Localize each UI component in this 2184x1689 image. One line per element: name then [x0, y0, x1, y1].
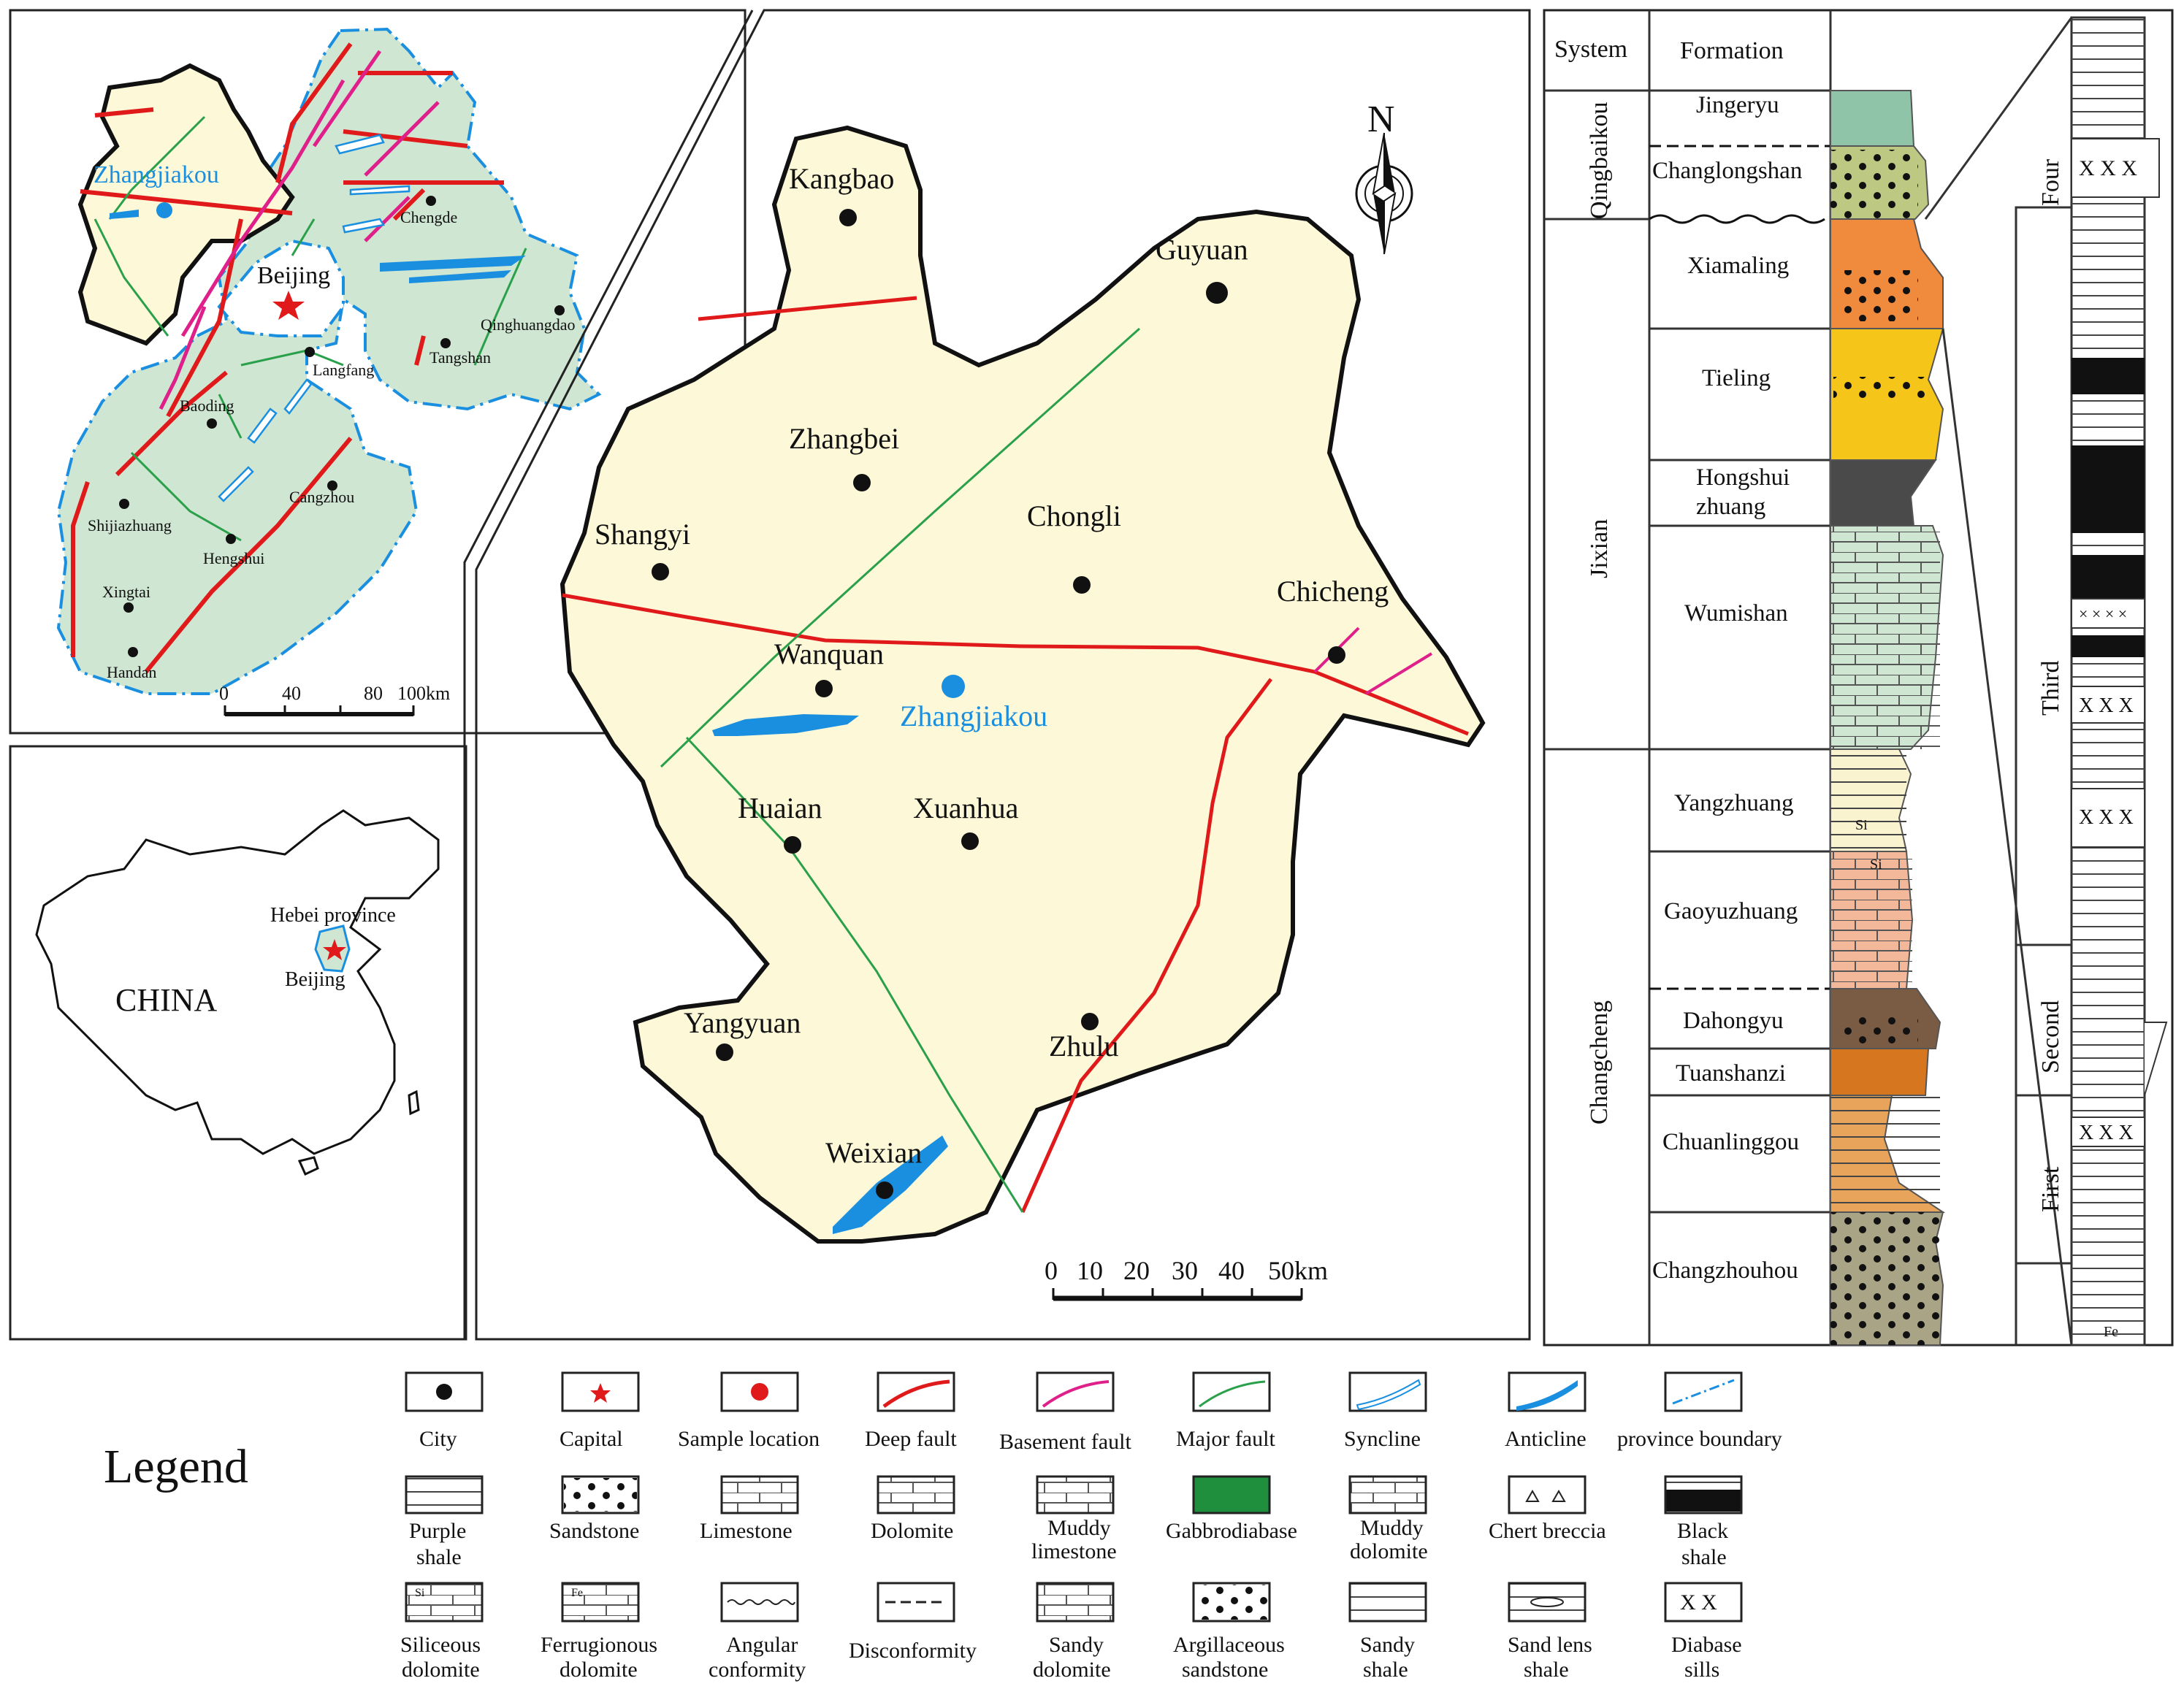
system-changcheng: Changcheng: [1586, 1000, 1613, 1125]
legend-black-shale: [1665, 1477, 1741, 1569]
legend-city: [406, 1373, 482, 1451]
lithology-column: [1830, 91, 1943, 1345]
legend-diabase-label-1: Diabase: [1671, 1633, 1742, 1657]
si-mark-2: Si: [1870, 857, 1882, 873]
legend-sandy-dolomite: [1033, 1583, 1113, 1682]
legend-siliceous-dolomite: [400, 1583, 482, 1682]
legend-sandstone: [549, 1477, 639, 1543]
formation-labels: [1652, 92, 1802, 1284]
black-shale-bed-4: [2072, 635, 2145, 657]
legend-disconformity: [849, 1583, 977, 1663]
legend-ferrugionous-label-2: dolomite: [560, 1658, 638, 1682]
legend-sandy-shale-label-1: Sandy: [1360, 1633, 1415, 1657]
legend-muddy-limestone-label-1: Muddy: [1047, 1516, 1111, 1540]
label-shangyi: Shangyi: [595, 518, 691, 551]
north-arrow: [1356, 99, 1412, 254]
legend-sample-location: [678, 1373, 820, 1451]
legend-deep-fault-label: Deep fault: [865, 1427, 957, 1451]
legend-title: Legend: [104, 1440, 248, 1493]
legend-limestone-label: Limestone: [700, 1519, 793, 1543]
label-beijing: Beijing: [257, 262, 331, 289]
formation-changlongshan: Changlongshan: [1652, 158, 1803, 184]
legend-angular-label-1: Angular: [726, 1633, 798, 1657]
legend-diabase-label-2: sills: [1684, 1658, 1720, 1682]
legend-purple-shale: [406, 1477, 482, 1569]
legend-argillaceous-label-2: sandstone: [1182, 1658, 1269, 1682]
label-cangzhou: Cangzhou: [289, 488, 355, 506]
legend-deep-fault: [865, 1373, 957, 1451]
litho-hongshuizhuang: [1830, 460, 1936, 526]
label-chicheng: Chicheng: [1277, 575, 1389, 608]
label-zhangjiakou: Zhangjiakou: [93, 161, 219, 188]
si-mark-1: Si: [1855, 817, 1868, 833]
strat-column-panel: [1544, 10, 2172, 1345]
legend-diabase-sills: [1665, 1583, 1742, 1682]
china-outline: [37, 811, 438, 1154]
legend-ferrugionous-label-1: Ferrugionous: [541, 1633, 657, 1657]
legend-major-fault-label: Major fault: [1176, 1427, 1275, 1451]
legend-basement-fault-label: Basement fault: [999, 1430, 1131, 1454]
legend-diabase-mark: X X: [1680, 1590, 1717, 1615]
legend-anticline: [1505, 1373, 1587, 1451]
label-xingtai: Xingtai: [102, 583, 150, 601]
member-third: Third: [2037, 660, 2064, 716]
system-jixian: Jixian: [1586, 518, 1613, 578]
legend-disconformity-label: Disconformity: [849, 1639, 977, 1663]
main-map-panel: [465, 10, 1530, 1339]
scale-tick-100km: 100km: [397, 683, 451, 704]
legend-black-shale-label-2: shale: [1681, 1545, 1727, 1569]
legend-purple-shale-label-2: shale: [416, 1545, 462, 1569]
formation-tuanshanzi: Tuanshanzi: [1676, 1060, 1786, 1087]
legend-limestone: [700, 1477, 798, 1543]
legend-sandy-shale: [1350, 1583, 1426, 1682]
legend-dolomite-label: Dolomite: [871, 1519, 954, 1543]
label-chengde: Chengde: [400, 208, 458, 226]
legend-ferrugionous-dolomite: [541, 1583, 657, 1682]
legend-province-boundary: [1617, 1373, 1782, 1451]
legend-muddy-limestone: [1031, 1477, 1117, 1563]
formation-chuanlinggou: Chuanlinggou: [1662, 1129, 1799, 1155]
label-weixian: Weixian: [825, 1136, 923, 1169]
formation-changzhouhou: Changzhouhou: [1652, 1257, 1798, 1284]
black-shale-bed-1: [2072, 358, 2145, 394]
legend-siliceous-label-1: Siliceous: [400, 1633, 481, 1657]
legend-sandy-dolomite-label-2: dolomite: [1033, 1658, 1111, 1682]
legend-basement-fault: [999, 1373, 1131, 1454]
label-tangshan: Tangshan: [429, 348, 491, 367]
legend-muddy-dolomite-label-2: dolomite: [1350, 1539, 1428, 1563]
legend-sand-lens-label-2: shale: [1524, 1658, 1569, 1682]
legend-siliceous-label-2: dolomite: [402, 1658, 480, 1682]
legend-sandy-shale-label-2: shale: [1363, 1658, 1408, 1682]
legend-row-1: [406, 1373, 1782, 1454]
legend-angular-conformity: [709, 1583, 806, 1682]
legend-fe-mark: Fe: [571, 1587, 583, 1599]
fe-mark: Fe: [2104, 1324, 2118, 1340]
scale-tick-40: 40: [282, 683, 301, 704]
scale-10: 10: [1077, 1256, 1103, 1285]
member-four: Four: [2037, 158, 2064, 206]
legend-row-3: [400, 1583, 1742, 1682]
legend-major-fault: [1176, 1373, 1275, 1451]
label-chongli: Chongli: [1027, 499, 1121, 532]
legend-province-label: province boundary: [1617, 1427, 1782, 1451]
label-qinhuangdao: Qinghuangdao: [481, 315, 576, 334]
formation-xiamaling: Xiamaling: [1687, 253, 1790, 279]
taiwan-outline: [409, 1092, 419, 1114]
detail-column: [2072, 18, 2166, 1345]
legend-sandstone-label: Sandstone: [549, 1519, 640, 1543]
legend-dolomite: [871, 1477, 954, 1543]
legend-si-mark: Si: [415, 1587, 425, 1599]
scale-tick-0: 0: [219, 683, 229, 704]
label-zhangbei: Zhangbei: [789, 422, 900, 455]
black-shale-bed-3: [2072, 555, 2145, 599]
column-headers: [1554, 36, 1784, 64]
north-label: N: [1367, 99, 1395, 140]
main-zhangjiakou-marker: [942, 675, 965, 698]
legend: [104, 1373, 1782, 1682]
legend-muddy-dolomite-label-1: Muddy: [1360, 1516, 1424, 1540]
legend-syncline-label: Syncline: [1344, 1427, 1421, 1451]
litho-tuanshanzi: [1830, 1049, 1928, 1095]
diabase-mark-1: X X X: [2079, 156, 2137, 180]
diabase-mark-4: X X X: [2079, 806, 2134, 829]
legend-sample-label: Sample location: [678, 1427, 820, 1451]
formation-yangzhuang: Yangzhuang: [1674, 790, 1794, 816]
label-baoding: Baoding: [180, 397, 234, 415]
formation-wumishan: Wumishan: [1684, 600, 1788, 627]
legend-anticline-label: Anticline: [1505, 1427, 1587, 1451]
formation-gaoyuzhuang: Gaoyuzhuang: [1664, 898, 1798, 924]
legend-gabbrodiabase: [1166, 1477, 1297, 1543]
legend-black-shale-label-1: Black: [1677, 1519, 1728, 1543]
legend-argillaceous-label-1: Argillaceous: [1173, 1633, 1285, 1657]
litho-jingeryu: [1830, 91, 1914, 146]
main-scale-bar: [1045, 1256, 1328, 1300]
label-china: CHINA: [115, 982, 218, 1018]
formation-hongshuizhuang-2: zhuang: [1696, 494, 1766, 520]
label-zhulu: Zhulu: [1049, 1030, 1119, 1062]
scale-20: 20: [1123, 1256, 1150, 1285]
label-langfang: Langfang: [313, 361, 375, 379]
header-system: System: [1554, 36, 1628, 63]
inset-china-panel: [10, 746, 466, 1339]
formation-hongshuizhuang-1: Hongshui: [1696, 464, 1790, 491]
hainan-outline: [299, 1157, 318, 1174]
label-hebei-province: Hebei province: [270, 904, 396, 927]
legend-chert-breccia: [1489, 1477, 1606, 1543]
legend-angular-label-2: conformity: [709, 1658, 806, 1682]
legend-gabbrodiabase-label: Gabbrodiabase: [1166, 1519, 1297, 1543]
angular-conformity: [1649, 215, 1825, 223]
black-shale-bed-2: [2072, 445, 2145, 533]
label-wanquan: Wanquan: [774, 637, 885, 670]
diabase-mark-3: X X X: [2079, 694, 2134, 717]
label-hengshui: Hengshui: [203, 549, 265, 567]
legend-sandy-dolomite-label-1: Sandy: [1049, 1633, 1104, 1657]
scale-0: 0: [1045, 1256, 1058, 1285]
scale-40: 40: [1218, 1256, 1245, 1285]
label-huaian: Huaian: [738, 792, 822, 824]
legend-muddy-limestone-label-2: limestone: [1031, 1539, 1117, 1563]
scale-30: 30: [1172, 1256, 1198, 1285]
label-shijiazhuang: Shijiazhuang: [88, 516, 172, 535]
formation-dahongyu: Dahongyu: [1683, 1008, 1784, 1034]
legend-sand-lens-shale: [1508, 1583, 1592, 1682]
label-handan: Handan: [107, 663, 157, 681]
label-yangyuan: Yangyuan: [684, 1006, 801, 1039]
label-china-beijing: Beijing: [285, 968, 345, 991]
legend-muddy-dolomite: [1350, 1477, 1428, 1563]
formation-jingeryu: Jingeryu: [1696, 92, 1779, 118]
label-zhangjiakou-main: Zhangjiakou: [900, 700, 1048, 732]
scale-50km: 50km: [1268, 1256, 1329, 1285]
inset-hebei-scale-bar: [219, 683, 450, 716]
member-second: Second: [2037, 1000, 2064, 1073]
header-formation: Formation: [1680, 37, 1784, 64]
label-guyuan: Guyuan: [1156, 233, 1248, 266]
legend-chert-breccia-label: Chert breccia: [1489, 1519, 1606, 1543]
diabase-mark-5: X X X: [2079, 1122, 2134, 1144]
system-qingbaikou: Qingbaikou: [1586, 102, 1613, 219]
legend-row-2: [406, 1477, 1741, 1569]
system-labels: [1586, 102, 1613, 1125]
member-first: First: [2037, 1166, 2064, 1212]
legend-argillaceous-sandstone: [1173, 1583, 1285, 1682]
legend-capital-label: Capital: [560, 1427, 623, 1451]
inset-zhangjiakou-sample-marker: [156, 202, 172, 218]
label-kangbao: Kangbao: [789, 162, 895, 195]
member-labels: [2037, 158, 2064, 1212]
legend-capital: [560, 1373, 638, 1451]
formation-tieling: Tieling: [1702, 365, 1771, 391]
legend-city-label: City: [419, 1427, 457, 1451]
label-xuanhua: Xuanhua: [913, 792, 1019, 824]
legend-purple-shale-label-1: Purple: [409, 1519, 467, 1543]
legend-syncline: [1344, 1373, 1426, 1451]
diabase-mark-2: × × × ×: [2079, 605, 2128, 623]
scale-tick-80: 80: [364, 683, 383, 704]
legend-sand-lens-label-1: Sand lens: [1508, 1633, 1592, 1657]
detail-second-step: [2145, 1022, 2166, 1095]
